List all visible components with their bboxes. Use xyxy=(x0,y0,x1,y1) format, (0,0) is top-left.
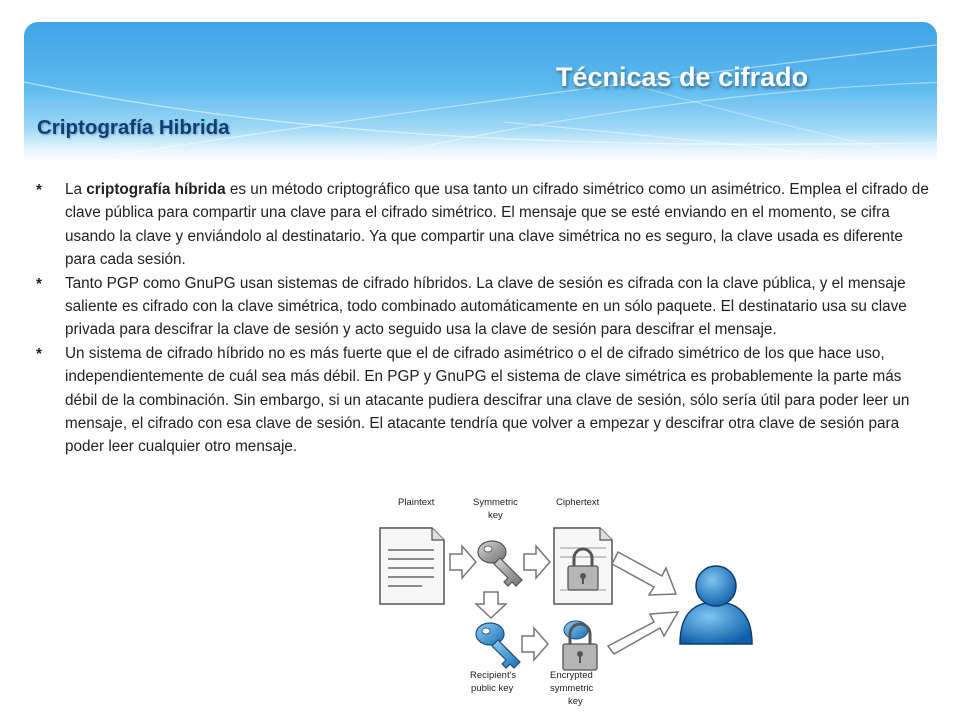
bullet-item-2 xyxy=(36,272,930,342)
padlock-icon xyxy=(563,621,597,670)
recipient-key-label-line2: public key xyxy=(471,683,514,694)
bullet-marker: * xyxy=(36,182,42,199)
arrow-icon xyxy=(476,592,506,618)
symmetric-key-label-line1: Symmetric xyxy=(473,497,518,508)
arrow-icon xyxy=(524,546,550,578)
section-subtitle: Criptografía Hibrida xyxy=(37,116,230,139)
bullet-text: Tanto PGP como GnuPG usan sistemas de cifrado híbridos. La clave de sesión es cifrada con la clave pública, y el mensaje saliente es cifrado con la clave simétrica, todo combinado automáticamente en un sólo paquete. El destinatario usa su clave privada para descifrar la clave de sesión y acto seguido usa la clave de sesión para descifrar el mensaje. xyxy=(65,274,907,339)
document-icon xyxy=(380,528,444,604)
encrypted-key-label-line3: key xyxy=(568,696,583,707)
bullet-item-3 xyxy=(36,342,930,459)
plaintext-label: Plaintext xyxy=(398,497,435,508)
key-icon xyxy=(478,541,522,586)
arrow-icon xyxy=(608,612,678,654)
arrow-icon xyxy=(522,628,548,660)
bullet-marker: * xyxy=(36,275,42,293)
bullet-item-1 xyxy=(36,178,930,272)
bullet-bold-term: criptografía híbrida xyxy=(86,181,226,198)
bullet-list xyxy=(36,178,930,459)
arrow-icon xyxy=(612,552,676,595)
symmetric-key-label-line2: key xyxy=(488,510,503,521)
recipient-key-label-line1: Recipient's xyxy=(470,670,517,681)
key-icon xyxy=(476,623,520,668)
slide-title: Técnicas de cifrado xyxy=(556,62,809,92)
bullet-text: Un sistema de cifrado híbrido no es más fuerte que el de cifrado asimétrico o el de cifrado simétrico de los que hace uso, independientemente de cuál sea más débil. En PGP y GnuPG el sistema de clave simétrica es probablemente la parte más débil de la combinación. Sin embargo, si un atacante pudiera descifrar una clave de sesión, sólo sería útil para poder leer un mensaje, el cifrado con esa clave de sesión. El atacante tendría que volver a empezar y descifrar otra clave de sesión para poder leer cualquier otro mensaje. xyxy=(65,344,910,456)
encrypted-key-label-line2: symmetric xyxy=(550,683,594,694)
bullet-text-suffix: es un método criptográfico que usa tanto un cifrado simétrico como un asimétrico. Emplea el cifrado de clave pública para compartir una clave para el cifrado simétrico. El mensaje que se esté enviando en el momento, se cifra usando la clave y enviándolo al destinatario. Ya que compartir una clave simétrica no es seguro, la clave usada es diferente para cada sesión. xyxy=(65,181,929,269)
locked-document-icon xyxy=(554,528,612,604)
hybrid-encryption-diagram xyxy=(362,494,922,714)
user-icon xyxy=(680,566,752,644)
arrow-icon xyxy=(450,546,476,578)
bullet-marker: * xyxy=(36,345,42,363)
bullet-text-prefix: La xyxy=(65,181,87,198)
encrypted-key-label-line1: Encrypted xyxy=(550,670,593,681)
ciphertext-label: Ciphertext xyxy=(556,497,600,508)
